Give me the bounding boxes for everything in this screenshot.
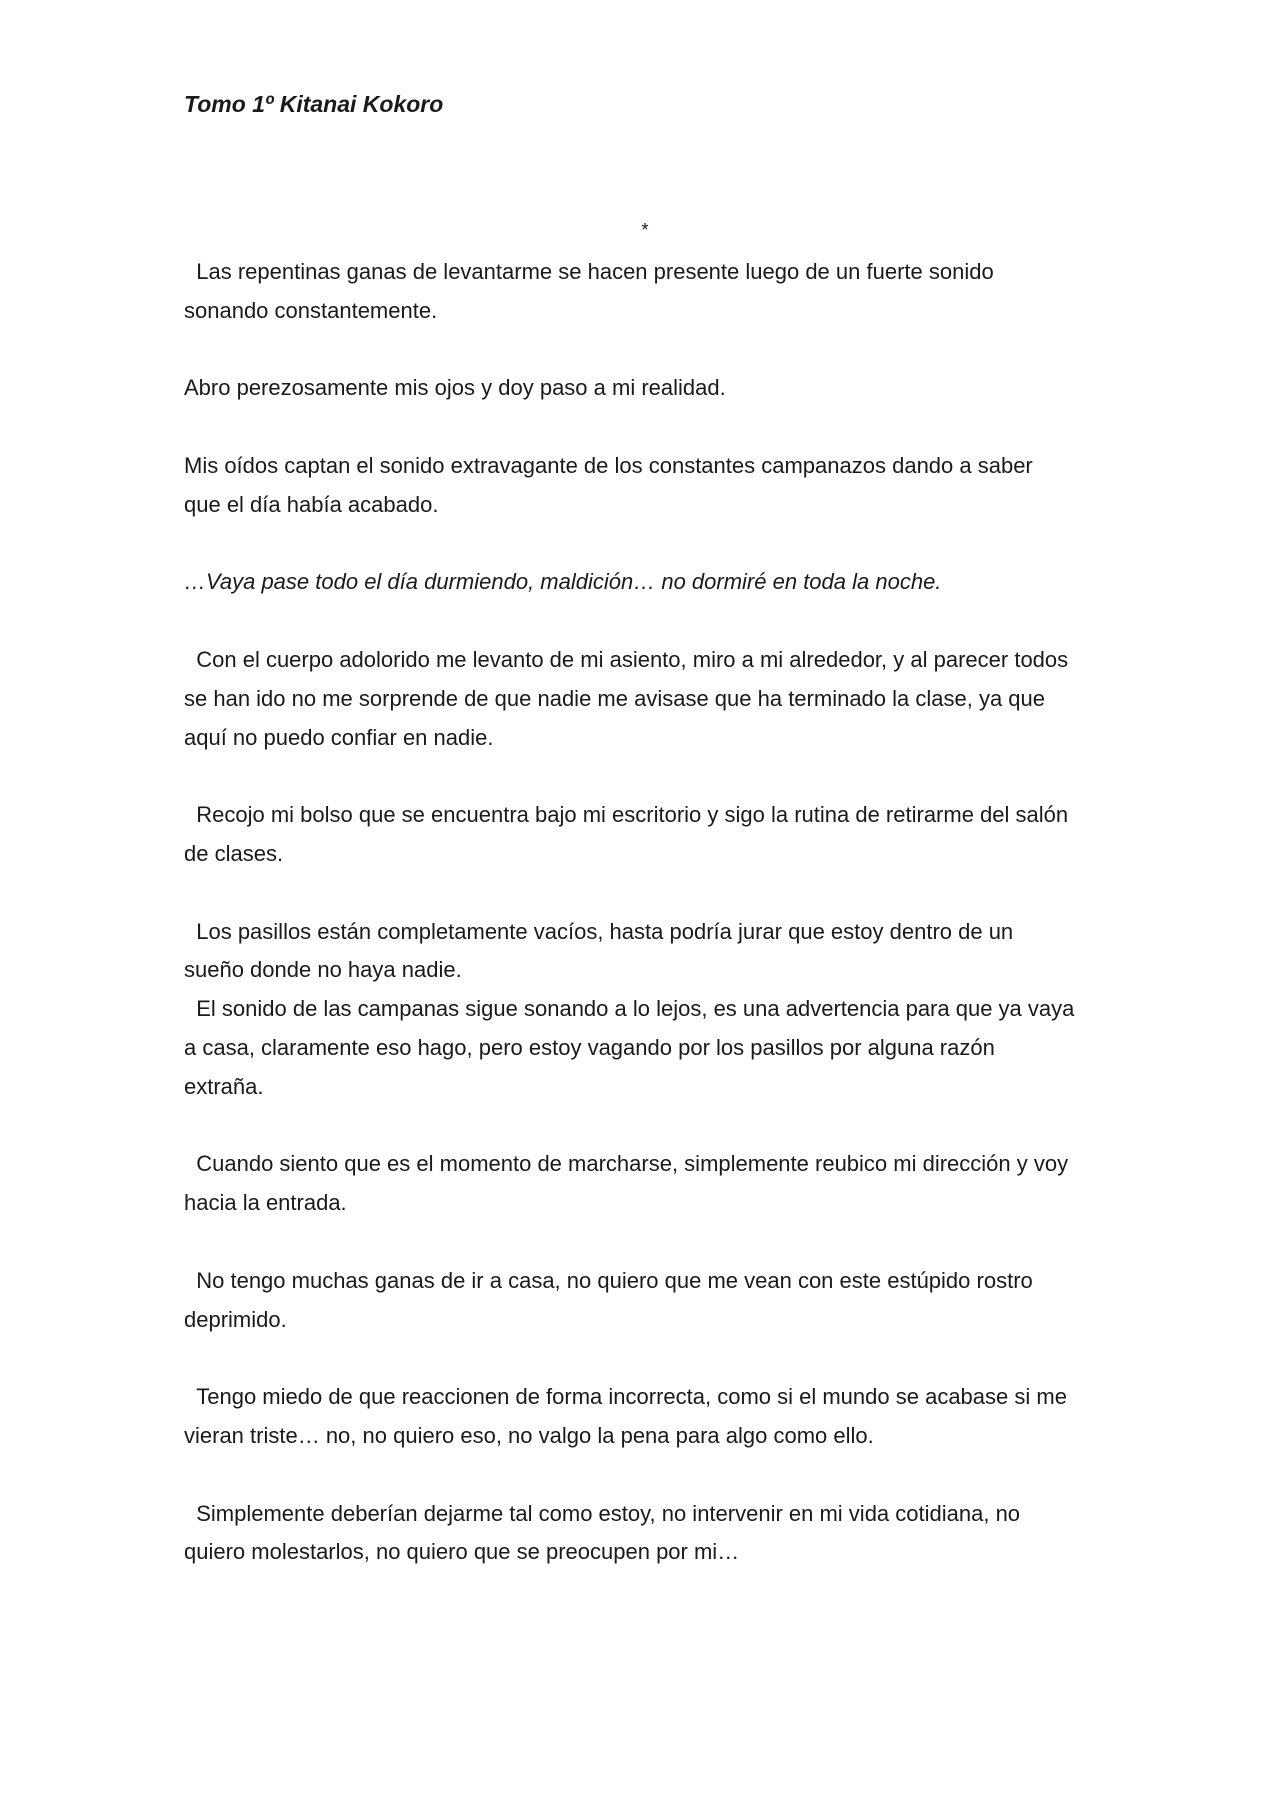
paragraph: Las repentinas ganas de levantarme se hacen presente luego de un fuerte sonido sonando constantemente. xyxy=(184,259,994,323)
paragraph: No tengo muchas ganas de ir a casa, no quiero que me vean con este estúpido rostro deprimido. xyxy=(184,1267,1033,1332)
paragraph: Cuando siento que es el momento de marcharse, simplemente reubico mi dirección y voy hacia la entrada. xyxy=(184,1151,1069,1216)
paragraph: Abro perezosamente mis ojos y doy paso a mi realidad. xyxy=(184,375,726,401)
paragraph: El sonido de las campanas sigue sonando a lo lejos, es una advertencia para que ya vaya a casa, claramente eso hago, pero estoy vagando por los pasillos por alguna razón extraña. xyxy=(184,996,1075,1099)
paragraph: Con el cuerpo adolorido me levanto de mi asiento, miro a mi alrededor, y al parecer todos se han ido no me sorprende de que nadie me avisase que ha terminado la clase, ya que aquí no puedo confiar en nadie. xyxy=(184,646,1069,750)
paragraph: Tengo miedo de que reaccionen de forma incorrecta, como si el mundo se acabase si me vieran triste… no, no quiero eso, no valgo la pena para algo como ello. xyxy=(184,1384,1067,1448)
scene-separator: * xyxy=(641,220,649,240)
paragraph-inner-thought: …Vaya pase todo el día durmiendo, maldición… no dormiré en toda la noche. xyxy=(184,569,942,595)
paragraph: Los pasillos están completamente vacíos, hasta podría jurar que estoy dentro de un sueño donde no haya nadie. xyxy=(184,918,1014,983)
document-header-title: Tomo 1º Kitanai Kokoro xyxy=(184,91,444,117)
document-body xyxy=(184,253,1104,1572)
paragraph: Simplemente deberían dejarme tal como estoy, no intervenir en mi vida cotidiana, no quiero molestarlos, no quiero que se preocupen por mi… xyxy=(184,1500,1021,1565)
paragraph: Recojo mi bolso que se encuentra bajo mi escritorio y sigo la rutina de retirarme del salón de clases. xyxy=(184,802,1069,866)
paragraph: Mis oídos captan el sonido extravagante de los constantes campanazos dando a saber que el día había acabado. xyxy=(184,452,1033,517)
